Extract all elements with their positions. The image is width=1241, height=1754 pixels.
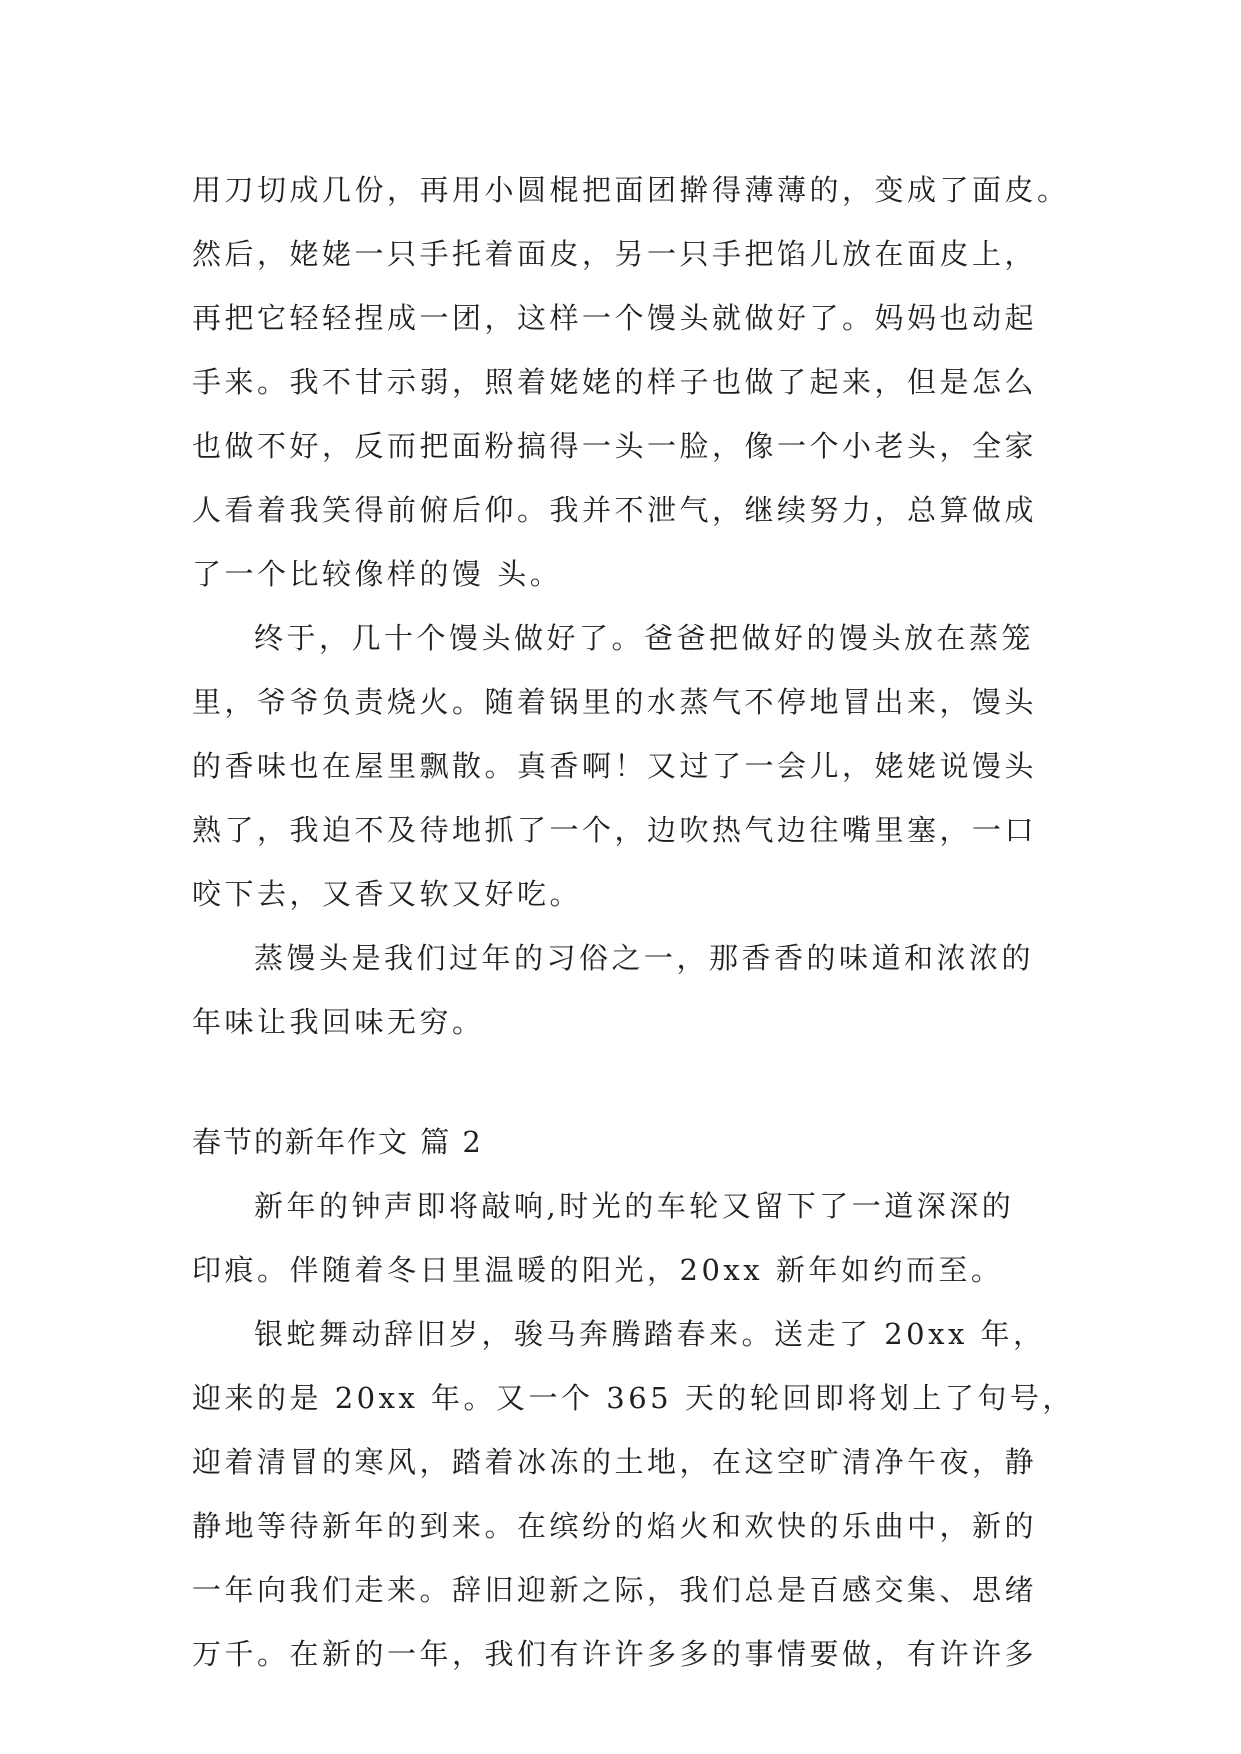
- section-spacer: [192, 1054, 1062, 1110]
- text-line: 静地等待新年的到来。在缤纷的焰火和欢快的乐曲中，新的: [192, 1509, 1038, 1543]
- text-line: 迎来的是 20xx 年。又一个 365 天的轮回即将划上了句号，: [192, 1381, 1075, 1415]
- text-line: 年味让我回味无穷。: [192, 1005, 485, 1039]
- paragraph: [192, 1302, 1075, 1686]
- text-line: 里，爷爷负责烧火。随着锅里的水蒸气不停地冒出来，馒头: [192, 685, 1038, 719]
- paragraph: [192, 926, 1062, 1054]
- paragraph: [192, 158, 1070, 606]
- section-heading: 春节的新年作文 篇 2: [192, 1125, 483, 1159]
- document-body: [192, 158, 1075, 1686]
- text-line: 一年向我们走来。辞旧迎新之际，我们总是百感交集、思绪: [192, 1573, 1038, 1607]
- text-line: 人看着我笑得前俯后仰。我并不泄气，继续努力，总算做成: [192, 493, 1038, 527]
- text-line: 熟了，我迫不及待地抓了一个，边吹热气边往嘴里塞，一口: [192, 813, 1038, 847]
- text-line: 新年的钟声即将敲响,时光的车轮又留下了一道深深的: [254, 1189, 1015, 1223]
- text-line: 银蛇舞动辞旧岁，骏马奔腾踏春来。送走了 20xx 年，: [254, 1317, 1046, 1351]
- text-line: 也做不好，反而把面粉搞得一头一脸，像一个小老头，全家: [192, 429, 1038, 463]
- paragraph: [192, 606, 1062, 926]
- text-line: 终于，几十个馒头做好了。爸爸把做好的馒头放在蒸笼: [254, 621, 1035, 655]
- text-line: 的香味也在屋里飘散。真香啊！又过了一会儿，姥姥说馒头: [192, 749, 1038, 783]
- text-line: 再把它轻轻捏成一团，这样一个馒头就做好了。妈妈也动起: [192, 301, 1038, 335]
- text-line: 手来。我不甘示弱，照着姥姥的样子也做了起来，但是怎么: [192, 365, 1038, 399]
- text-line: 然后，姥姥一只手托着面皮，另一只手把馅儿放在面皮上，: [192, 237, 1038, 271]
- text-line: 用刀切成几份，再用小圆棍把面团擀得薄薄的，变成了面皮。: [192, 173, 1070, 207]
- text-line: 蒸馒头是我们过年的习俗之一，那香香的味道和浓浓的: [254, 941, 1035, 975]
- text-line: 了一个比较像样的馒 头。: [192, 557, 563, 591]
- text-line: 万千。在新的一年，我们有许许多多的事情要做，有许许多: [192, 1637, 1038, 1671]
- paragraph: [192, 1174, 1062, 1302]
- text-line: 印痕。伴随着冬日里温暖的阳光，20xx 新年如约而至。: [192, 1253, 1004, 1287]
- text-line: 咬下去，又香又软又好吃。: [192, 877, 583, 911]
- text-line: 迎着清冒的寒风，踏着冰冻的土地，在这空旷清净午夜，静: [192, 1445, 1038, 1479]
